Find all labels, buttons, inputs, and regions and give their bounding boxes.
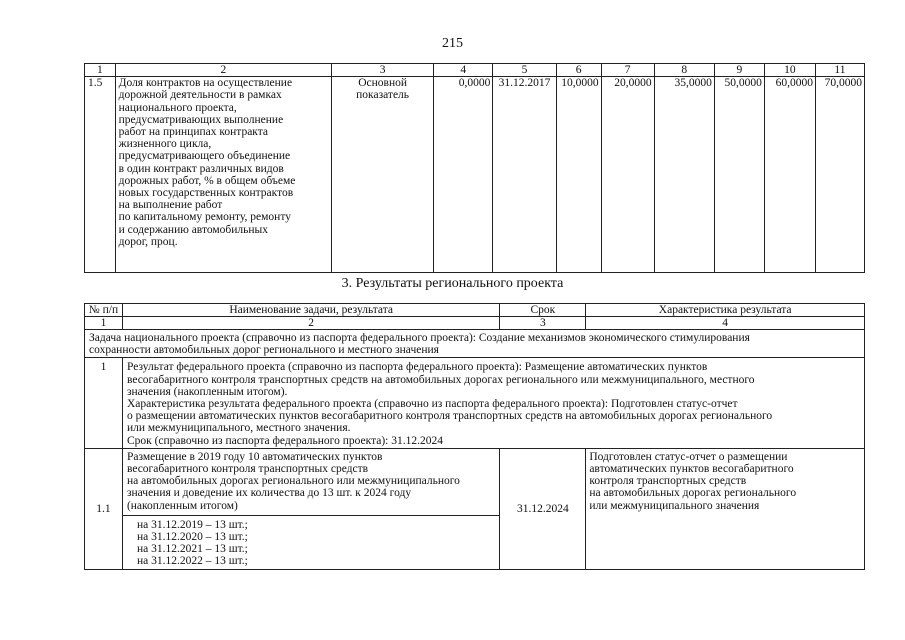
value-cell: 10,0000 <box>556 77 601 273</box>
header-cell: 7 <box>601 64 654 77</box>
indicator-name: Доля контрактов на осуществление дорожной деятельности в рамках национального проекта, предусматривающих выполнение работ на принципах контракта жизненного цикла, предусматривающего объединение в один контракт различных видов дорожных работ, % в общем объеме новых государственных контрактов на выполнение работ по капитальному ремонту, ремонту и содержанию автомобильных дорог, проц. <box>115 77 331 273</box>
result-row-1 <box>85 358 865 448</box>
result-name-cell <box>122 448 499 569</box>
header-cell: 4 <box>434 64 493 77</box>
federal-result-text: Результат федерального проекта (справочно из паспорта федерального проекта): Размещение автоматических пунктов весогабаритного контроля транспортных средств на автомобильных дорогах регионального или межмуниципального, местного значения (накопленным итогом). Характеристика результата федерального проекта (справочно из паспорта федерального проекта): Подготовлен статус-отчет о размещении автоматических пунктов весогабаритного контроля транспортных средств на автомобильных дорогах регионального или межмуниципального, местного значения. Срок (справочно из паспорта федерального проекта): 31.12.2024 <box>122 358 864 448</box>
header-cell: 2 <box>115 64 331 77</box>
header-cell: 1 <box>85 64 116 77</box>
value-cell: 50,0000 <box>714 77 764 273</box>
section-title: 3. Результаты регионального проекта <box>341 276 564 291</box>
header-term: Срок <box>500 304 586 317</box>
index-cell: 2 <box>122 317 499 330</box>
table-header-row <box>85 64 865 77</box>
result-term: 31.12.2024 <box>500 448 586 569</box>
header-cell: 3 <box>332 64 434 77</box>
task-text: Задача национального проекта (справочно из паспорта федерального проекта): Создание механизмов экономического стимулирования сохранности автомобильных дорог регионального и местного значения <box>85 330 865 358</box>
index-cell: 3 <box>500 317 586 330</box>
header-num: № п/п <box>85 304 123 317</box>
result-name: Размещение в 2019 году 10 автоматических пунктов весогабаритного контроля транспортных средств на автомобильных дорогах регионального или межмуниципального значения и доведение их количества до 13 шт. к 2024 году (накопленным итогом) <box>123 449 499 516</box>
table-row <box>85 77 865 273</box>
header-cell: 11 <box>815 64 864 77</box>
indicators-table <box>84 63 865 273</box>
results-table <box>84 303 865 570</box>
row-number: 1.1 <box>85 448 123 569</box>
table-header-row <box>85 304 865 317</box>
result-schedule: на 31.12.2019 – 13 шт.; на 31.12.2020 – 13 шт.; на 31.12.2021 – 13 шт.; на 31.12.2022 – 13 шт.; <box>136 518 248 568</box>
row-number: 1.5 <box>85 77 116 273</box>
header-characteristic: Характеристика результата <box>586 304 865 317</box>
indicator-type: Основной показатель <box>332 77 434 273</box>
task-row <box>85 330 865 358</box>
header-cell: 6 <box>556 64 601 77</box>
header-cell: 10 <box>764 64 815 77</box>
value-cell: 35,0000 <box>654 77 714 273</box>
base-date: 31.12.2017 <box>493 77 556 273</box>
index-row <box>85 317 865 330</box>
value-cell: 60,0000 <box>764 77 815 273</box>
base-value: 0,0000 <box>434 77 493 273</box>
header-cell: 8 <box>654 64 714 77</box>
page-number: 215 <box>442 36 463 51</box>
index-cell: 4 <box>586 317 865 330</box>
value-cell: 20,0000 <box>601 77 654 273</box>
result-row-1-1 <box>85 448 865 569</box>
header-cell: 5 <box>493 64 556 77</box>
header-cell: 9 <box>714 64 764 77</box>
result-characteristic: Подготовлен статус-отчет о размещении автоматических пунктов весогабаритного контроля транспортных средств на автомобильных дорогах регионального или межмуниципального значения <box>586 448 865 569</box>
header-name: Наименование задачи, результата <box>122 304 499 317</box>
value-cell: 70,0000 <box>815 77 864 273</box>
index-cell: 1 <box>85 317 123 330</box>
row-number: 1 <box>85 358 123 448</box>
